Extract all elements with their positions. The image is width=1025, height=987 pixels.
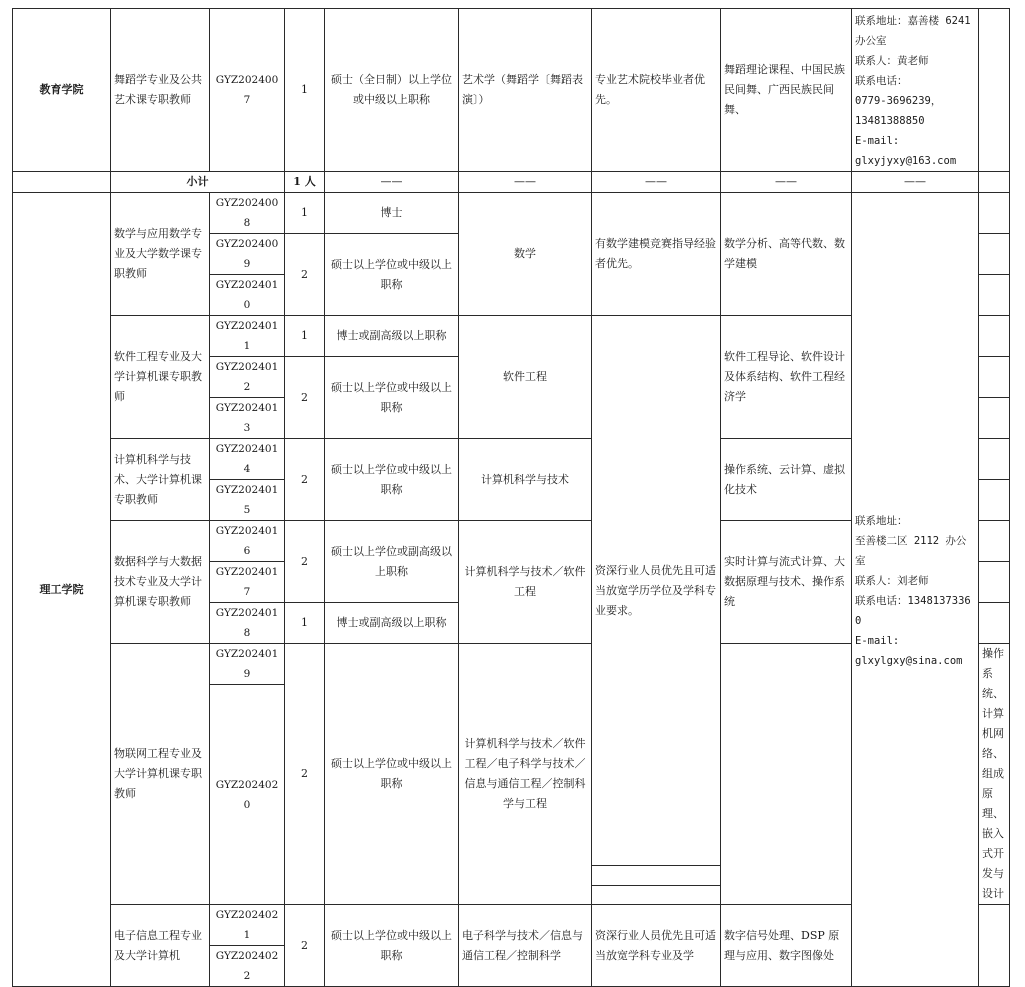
contact-line: 联系地址：嘉善楼 6241 办公室 [855, 15, 971, 47]
headcount: 2 [285, 234, 325, 316]
position-code: GYZ2024007 [210, 9, 285, 172]
contact-line: glxyjyxy@163.com [855, 155, 957, 167]
position-code: GYZ2024010 [210, 275, 285, 316]
contact-info [852, 193, 979, 987]
position-cell: 舞蹈学专业及公共艺术课专职教师 [111, 9, 210, 172]
blank-cell [979, 357, 1010, 398]
education-requirement: 硕士以上学位或副高级以上职称 [325, 521, 459, 603]
headcount: 1 [285, 193, 325, 234]
blank-cell [979, 480, 1010, 521]
other-requirement: 资深行业人员优先且可适当放宽学历学位及学科专业要求。 [592, 316, 721, 866]
position-code: GYZ2024017 [210, 562, 285, 603]
recruitment-table [12, 8, 1010, 987]
position-code: GYZ2024015 [210, 480, 285, 521]
position-cell: 物联网工程专业及大学计算机课专职教师 [111, 644, 210, 905]
position-cell: 数学与应用数学专业及大学数学课专职教师 [111, 193, 210, 316]
other-requirement: 资深行业人员优先且可适当放宽学科专业及学 [592, 905, 721, 987]
contact-line: E-mail: [855, 135, 900, 147]
courses: 实时计算与流式计算、大数据原理与技术、操作系统 [721, 521, 852, 644]
major-requirement: 数学 [459, 193, 592, 316]
major-requirement: 计算机科学与技术 [459, 439, 592, 521]
courses: 软件工程导论、软件设计及体系结构、软件工程经济学 [721, 316, 852, 439]
position-code: GYZ2024008 [210, 193, 285, 234]
contact-line: 联系人：刘老师 [855, 574, 929, 587]
headcount: 1 [285, 9, 325, 172]
education-requirement: 博士或副高级以上职称 [325, 316, 459, 357]
headcount: 2 [285, 357, 325, 439]
blank-cell [979, 234, 1010, 275]
education-requirement: 博士或副高级以上职称 [325, 603, 459, 644]
position-cell: 电子信息工程专业及大学计算机 [111, 905, 210, 987]
contact-line: 联系电话： [855, 75, 908, 87]
major-requirement: 计算机科学与技术／软件工程／电子科学与技术／信息与通信工程／控制科学与工程 [459, 644, 592, 905]
subtotal-row [13, 172, 1010, 193]
blank-cell [979, 521, 1010, 562]
education-requirement: 硕士以上学位或中级以上职称 [325, 234, 459, 316]
college-cell: 理工学院 [13, 193, 111, 987]
major-requirement: 计算机科学与技术／软件工程 [459, 521, 592, 644]
headcount: 2 [285, 439, 325, 521]
position-code: GYZ2024014 [210, 439, 285, 480]
blank-cell [979, 9, 1010, 172]
education-requirement: 硕士以上学位或中级以上职称 [325, 905, 459, 987]
blank-cell [979, 398, 1010, 439]
education-requirement: 博士 [325, 193, 459, 234]
position-code: GYZ2024009 [210, 234, 285, 275]
contact-line: 至善楼二区 2112 办公室 [855, 534, 967, 567]
other-requirement: 有数学建模竞赛指导经验者优先。 [592, 193, 721, 316]
contact-line: 联系电话：13481373360 [855, 594, 971, 627]
contact-line: 联系地址： [855, 514, 908, 527]
headcount: 2 [285, 905, 325, 987]
subtotal-label: 小计 [111, 172, 285, 193]
courses: 操作系统、计算机网络、组成原理、嵌入式开发与设计 [979, 644, 1010, 905]
position-code: GYZ2024011 [210, 316, 285, 357]
dash-cell: —— [325, 172, 459, 193]
contact-line: E-mail: [855, 634, 900, 647]
blank-cell [979, 562, 1010, 603]
contact-info [852, 9, 979, 172]
college-cell: 教育学院 [13, 9, 111, 172]
blank-cell [979, 905, 1010, 987]
other-requirement: 专业艺术院校毕业者优先。 [592, 9, 721, 172]
blank-cell [979, 439, 1010, 480]
headcount: 2 [285, 521, 325, 603]
position-cell: 数据科学与大数据技术专业及大学计算机课专职教师 [111, 521, 210, 644]
dash-cell: —— [459, 172, 592, 193]
position-code: GYZ2024013 [210, 398, 285, 439]
major-requirement: 电子科学与技术／信息与通信工程／控制科学 [459, 905, 592, 987]
dash-cell: —— [852, 172, 979, 193]
headcount: 2 [285, 644, 325, 905]
blank-cell [979, 172, 1010, 193]
table-row [13, 193, 1010, 234]
position-code: GYZ2024012 [210, 357, 285, 398]
position-cell: 软件工程专业及大学计算机课专职教师 [111, 316, 210, 439]
contact-line: 联系人：黄老师 [855, 55, 929, 67]
headcount: 1 [285, 603, 325, 644]
blank-cell [979, 316, 1010, 357]
position-code: GYZ2024021 [210, 905, 285, 946]
blank-cell [13, 172, 111, 193]
education-row [13, 9, 1010, 172]
courses: 数学分析、高等代数、数学建模 [721, 193, 852, 316]
blank-cell [979, 275, 1010, 316]
blank-cell [979, 603, 1010, 644]
education-requirement: 硕士（全日制）以上学位或中级以上职称 [325, 9, 459, 172]
headcount: 1 [285, 316, 325, 357]
blank-cell [592, 886, 721, 905]
blank-cell [592, 866, 721, 886]
education-requirement: 硕士以上学位或中级以上职称 [325, 357, 459, 439]
position-code: GYZ2024018 [210, 603, 285, 644]
education-requirement: 硕士以上学位或中级以上职称 [325, 644, 459, 905]
courses: 数字信号处理、DSP 原理与应用、数字图像处 [721, 905, 852, 987]
dash-cell: —— [592, 172, 721, 193]
subtotal-count: 1 人 [285, 172, 325, 193]
position-code: GYZ2024022 [210, 946, 285, 987]
blank-cell [979, 193, 1010, 234]
courses: 舞蹈理论课程、中国民族民间舞、广西民族民间舞、 [721, 9, 852, 172]
major-requirement: 艺术学（舞蹈学〔舞蹈表演〕） [459, 9, 592, 172]
major-requirement: 软件工程 [459, 316, 592, 439]
position-code: GYZ2024020 [210, 685, 285, 905]
position-code: GYZ2024019 [210, 644, 285, 685]
position-cell: 计算机科学与技术、大学计算机课专职教师 [111, 439, 210, 521]
dash-cell: —— [721, 172, 852, 193]
courses: 操作系统、云计算、虚拟化技术 [721, 439, 852, 521]
contact-line: 13481388850 [855, 115, 925, 127]
contact-line: glxylgxy@sina.com [855, 654, 963, 667]
blank-cell [721, 644, 852, 905]
education-requirement: 硕士以上学位或中级以上职称 [325, 439, 459, 521]
contact-line: 0779-3696239， [855, 95, 942, 107]
position-code: GYZ2024016 [210, 521, 285, 562]
